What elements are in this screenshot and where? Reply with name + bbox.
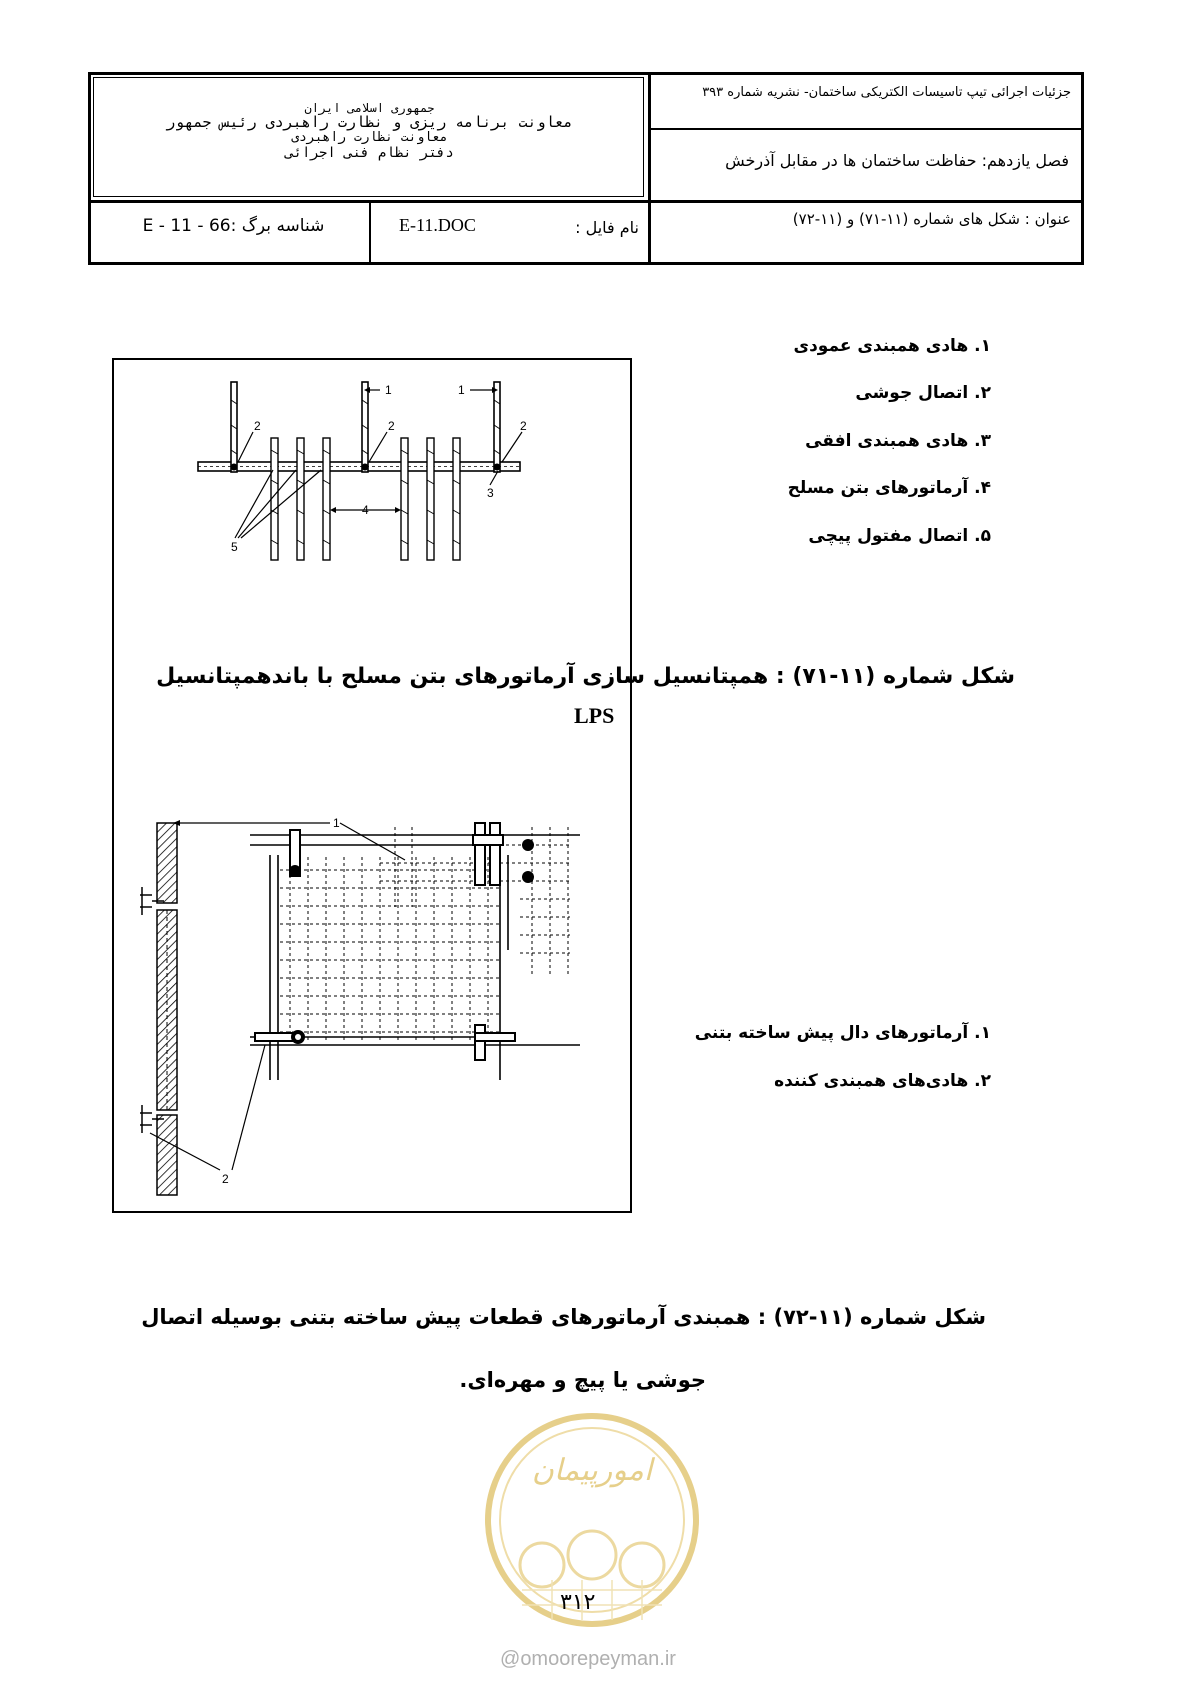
header-divider-bottom: [91, 200, 1081, 203]
fig2-wall-lower: [157, 1115, 177, 1195]
fig2-caption-line2: جوشی یا پیچ و مهره‌ای.: [459, 1368, 706, 1392]
header-divider-right-middle: [651, 128, 1081, 130]
fig1-legend-item-2: ۲. اتصال جوشی: [855, 383, 991, 403]
header-org-line3: معاونت نظارت راهبردی: [291, 130, 448, 145]
fig1-drawing: [180, 370, 540, 570]
sheet-id: شناسه برگ :66 - 11 - E: [142, 216, 325, 236]
fig1-label-5: 5: [231, 540, 238, 554]
header-org-line1: جمهوری اسلامی ایران: [304, 101, 435, 115]
header-org-line4: دفتر نظام فنی اجرائی: [285, 145, 454, 161]
fig2-top-connectors: [290, 823, 503, 885]
fig1-label-4: 4: [362, 503, 369, 517]
fig1-label-2c: 2: [520, 419, 527, 433]
fig2-slab-rebar-grid: [280, 857, 500, 1040]
fig1-label-2a: 2: [254, 419, 261, 433]
website-watermark: [500, 1648, 676, 1671]
fig2-wall-upper: [157, 823, 177, 903]
file-name-label: نام فایل :: [575, 218, 639, 237]
header-divider-vertical: [648, 75, 651, 262]
fig2-legend-item-2: ۲. هادی‌های همبندی کننده: [774, 1071, 991, 1091]
header-subject: عنوان : شکل های شماره (۱۱-۷۱) و (۱۱-۷۲): [792, 210, 1071, 228]
fig1-label-3: 3: [487, 486, 494, 500]
fig1-legend-item-4: ۴. آرماتورهای بتن مسلح: [787, 478, 991, 498]
header-publication: جزئیات اجرائی تیپ تاسیسات الکتریکی ساختمان- نشریه شماره ۳۹۳: [702, 85, 1071, 100]
fig1-legend-item-3: ۳. هادی همبندی افقی: [805, 431, 991, 451]
fig1-label-1a: 1: [385, 383, 392, 397]
header-org-line2: معاونت برنامه ریزی و نظارت راهبردی رئیس جمهور: [166, 113, 573, 131]
watermark-text: امورپیمان: [531, 1453, 653, 1488]
fig1-label-1b: 1: [458, 383, 465, 397]
fig2-label-2: 2: [222, 1172, 229, 1186]
at-icon: @: [500, 1648, 521, 1670]
page-number: ۳۱۲: [560, 1590, 596, 1615]
fig2-caption-line1: شکل شماره (۱۱-۷۲) : همبندی آرماتورهای قطعات پیش ساخته بتنی بوسیله اتصال: [141, 1305, 986, 1329]
fig1-label-2b: 2: [388, 419, 395, 433]
header-table: [88, 72, 1084, 265]
file-name-value: E-11.DOC: [399, 215, 476, 235]
fig2-legend-item-1: ۱. آرماتورهای دال پیش ساخته بتنی: [694, 1023, 991, 1043]
fig1-caption-line2: LPS: [574, 703, 615, 728]
fig1-caption-line1: شکل شماره (۱۱-۷۱) : همپتانسیل سازی آرماتورهای بتن مسلح با باندهمپتانسیل: [156, 664, 1015, 689]
fig2-label-1: 1: [333, 816, 340, 830]
header-chapter: فصل یازدهم: حفاظت ساختمان ها در مقابل آذرخش: [725, 151, 1069, 170]
website-text: omoorepeyman.ir: [520, 1648, 676, 1670]
fig1-legend-item-1: ۱. هادی همبندی عمودی: [793, 336, 991, 356]
header-divider-file: [369, 202, 371, 262]
fig1-legend-item-5: ۵. اتصال مفتول پیچی: [808, 526, 991, 546]
fig2-drawing: [140, 815, 630, 1210]
